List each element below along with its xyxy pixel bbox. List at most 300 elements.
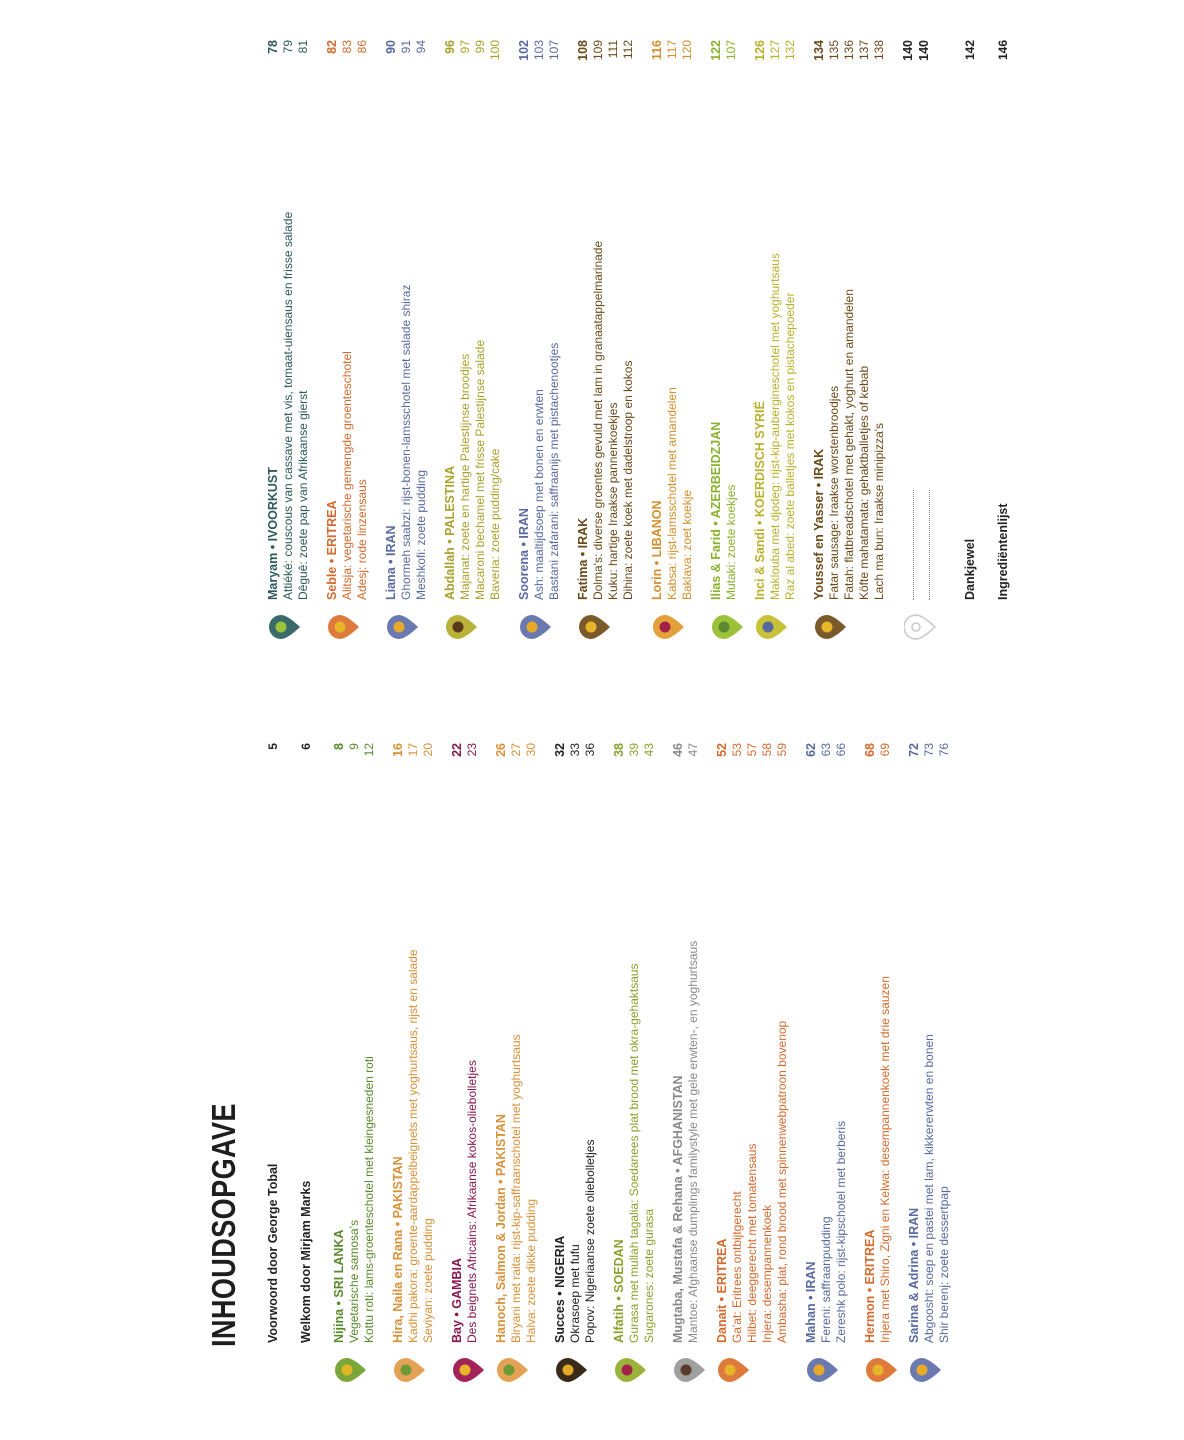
- location-pin-icon: [328, 614, 360, 640]
- country-name: IRAK: [576, 517, 590, 549]
- page-number: 91: [399, 40, 413, 54]
- person-name: Lorin: [650, 568, 664, 600]
- entry-heading: [753, 76, 768, 600]
- separator: •: [715, 1293, 729, 1305]
- page-number: 46: [671, 743, 685, 757]
- location-pin-icon: [335, 1357, 367, 1383]
- recipe-line: [834, 743, 849, 1343]
- recipe-line: [783, 40, 798, 600]
- recipe-title: Kadhi pakora: groente-aardappelbeignets met yoghurtsaus, rijst en salade: [406, 949, 420, 1343]
- recipe-title: Bastani zafarani: saffraanijs met pistachenootjes: [547, 342, 561, 600]
- location-pin-icon: [615, 1357, 647, 1383]
- country-name: PAKISTAN: [391, 1156, 405, 1219]
- toc-left-column: [266, 743, 966, 1383]
- toc-entry-head: [266, 40, 281, 600]
- recipe-line: [872, 40, 887, 600]
- entry-heading: [576, 76, 591, 600]
- page-number: 59: [775, 743, 789, 757]
- country-name: IVOORKUST: [266, 467, 280, 542]
- person-name: Hira, Naila en Rana: [391, 1229, 405, 1343]
- page-number: 6: [299, 743, 313, 750]
- recipe-title: Okrasoep met fufu: [568, 1244, 582, 1343]
- page-number: 140: [917, 40, 931, 61]
- location-pin-icon: [674, 1357, 706, 1383]
- recipe-title: Makloubа met djodeg: rijst-kip-aubergineschotel met yoghurtsaus: [768, 253, 782, 600]
- entry-heading: [391, 779, 406, 1343]
- person-name: Hanoch, Salmon & Jordan: [494, 1187, 508, 1343]
- toc-entry-head: [450, 743, 465, 1343]
- toc-entry: [384, 40, 429, 640]
- recipe-line: [724, 40, 739, 600]
- toc-entry: [450, 743, 480, 1383]
- toc-entry-head: [709, 40, 724, 600]
- toc-entry: [576, 40, 636, 640]
- person-name: Hermon: [863, 1295, 877, 1343]
- page-number: 16: [391, 743, 405, 757]
- toc-entry: [517, 40, 562, 640]
- page-number: 108: [576, 40, 590, 61]
- toc-entry-head: [650, 40, 665, 600]
- country-name: AFGHANISTAN: [671, 1075, 685, 1166]
- recipe-line: [937, 743, 952, 1343]
- recipe-title: Baveria: zoete pudding/cake: [488, 448, 502, 600]
- page-number: 52: [715, 743, 729, 757]
- entry-heading: [384, 76, 399, 600]
- person-name: Seble: [325, 566, 339, 600]
- dotted-line: [901, 76, 917, 600]
- page-number: 53: [730, 743, 744, 757]
- separator: •: [494, 1176, 508, 1188]
- recipe-line: [857, 40, 872, 600]
- page-number: 135: [827, 40, 841, 61]
- entry-heading: [325, 76, 340, 600]
- recipe-line: [730, 743, 745, 1343]
- separator: •: [553, 1287, 567, 1300]
- location-pin-icon: [446, 614, 478, 640]
- page-number: 136: [842, 40, 856, 61]
- entry-heading: [863, 779, 878, 1343]
- recipe-title: Lach ma bun: Iraakse minipizza's: [872, 422, 886, 600]
- recipe-title: Ambasha: plat, rond brood met spinnenwebpatroon bovenop: [775, 1020, 789, 1343]
- page-number: 107: [547, 40, 561, 61]
- entry-heading: [517, 76, 532, 600]
- recipe-line: [627, 743, 642, 1343]
- page-number: 26: [494, 743, 508, 757]
- recipe-title: Abgoosht: soep en pastei met lam, kikkererwten en bonen: [922, 1034, 936, 1343]
- page-number: 57: [745, 743, 759, 757]
- page-number: 78: [266, 40, 280, 54]
- toc-entry: [612, 743, 657, 1383]
- person-name: Mahan: [804, 1303, 818, 1343]
- recipe-line: [406, 743, 421, 1343]
- toc-entry-head: [494, 743, 509, 1343]
- page-number: 120: [680, 40, 694, 61]
- toc-entry-head: [812, 40, 827, 600]
- country-name: IRAN: [517, 508, 531, 539]
- recipe-line: [745, 743, 760, 1343]
- toc-entry-head: [384, 40, 399, 600]
- recipe-line: [842, 40, 857, 600]
- separator: •: [266, 541, 280, 553]
- recipe-line: [775, 743, 790, 1343]
- recipe-title: Baklava: zoet koekje: [680, 489, 694, 600]
- page-number: 100: [488, 40, 502, 61]
- toc-entry: [553, 743, 598, 1383]
- page-number: 43: [642, 743, 656, 757]
- country-name: ERITREA: [325, 500, 339, 556]
- entry-heading: [709, 76, 724, 600]
- recipe-title: Ghormeh saabzi: rijst-bonen-lamsschotel met salade shiraz: [399, 284, 413, 600]
- toc-entry: [266, 40, 311, 640]
- recipe-title: Des beignets Africains: Afrikaanse kokos-oliebolletjes: [465, 1060, 479, 1343]
- entry-heading: [804, 779, 819, 1343]
- recipe-title: Vegetarische samosa's: [347, 1219, 361, 1343]
- page-number: 39: [627, 743, 641, 757]
- toc-entry-head: [391, 743, 406, 1343]
- separator: •: [576, 548, 590, 560]
- recipe-line: [414, 40, 429, 600]
- toc-heading: Ingrediëntenlijst: [996, 503, 1010, 600]
- toc-entry: [332, 743, 377, 1383]
- separator: •: [709, 518, 723, 530]
- location-pin-icon: [653, 614, 685, 640]
- toc-entry-head: [332, 743, 347, 1343]
- toc-heading: Voorwoord door George Tobal: [266, 1163, 280, 1343]
- separator: •: [443, 535, 457, 548]
- entry-heading: [450, 779, 465, 1343]
- separator: •: [612, 1292, 626, 1305]
- recipe-title: Mantoe: Afghaanse dumplings familystyle met gele erwten-, en yoghurtsaus: [686, 940, 700, 1343]
- recipe-title: Fatah: flatbreadschotel met gehakt, yoghurt en amandelen: [842, 289, 856, 600]
- entry-heading: [332, 779, 347, 1343]
- toc-entry-head: [517, 40, 532, 600]
- recipe-line: [340, 40, 355, 600]
- recipe-title: Dihina: zoete koek met dadelstroop en kokos: [621, 360, 635, 600]
- toc-entry: [996, 40, 1011, 640]
- person-name: Youssef en Yasser: [812, 490, 826, 600]
- toc-right-column: [266, 40, 1029, 640]
- person-name: Nijina: [332, 1308, 346, 1343]
- person-name: Maryam: [266, 552, 280, 600]
- page-number: 8: [332, 743, 346, 750]
- toc-entry: [804, 743, 849, 1383]
- recipe-line: [922, 743, 937, 1343]
- recipe-title: Shir berenj: zoete dessertpap: [937, 1186, 951, 1343]
- country-name: GAMBIA: [450, 1258, 464, 1309]
- recipe-title: Hilbet: deeggerecht met tomatensaus: [745, 1143, 759, 1343]
- toc-entry: [325, 40, 370, 640]
- toc-entry: [391, 743, 436, 1383]
- toc-heading-row: [266, 743, 281, 1343]
- toc-entry: [443, 40, 503, 640]
- recipe-title: Fatar sausage: Iraakse worstenbroodjes: [827, 385, 841, 600]
- recipe-line: [680, 40, 695, 600]
- toc-entry-head: [443, 40, 458, 600]
- page-number: 73: [922, 743, 936, 757]
- separator: •: [671, 1165, 685, 1177]
- separator: •: [863, 1284, 877, 1296]
- page-number: 9: [347, 743, 361, 750]
- recipe-line: [362, 743, 377, 1343]
- page-number: 81: [296, 40, 310, 54]
- separator: •: [812, 479, 826, 491]
- toc-entry: [671, 743, 701, 1383]
- entry-heading: [812, 76, 827, 600]
- page-number: 127: [768, 40, 782, 61]
- entry-heading: [612, 779, 627, 1343]
- location-pin-icon: [453, 1357, 485, 1383]
- page-number: 38: [612, 743, 626, 757]
- toc-heading: Welkom door Mirjam Marks: [299, 1180, 313, 1343]
- separator: •: [450, 1308, 464, 1321]
- toc-entry-head: [553, 743, 568, 1343]
- toc-entry-head: [612, 743, 627, 1343]
- entry-heading: [715, 779, 730, 1343]
- toc-entry: [963, 40, 978, 640]
- country-name: IRAN: [907, 1207, 921, 1239]
- page-number: 117: [665, 40, 679, 60]
- recipe-line: [606, 40, 621, 600]
- country-name: ERITREA: [863, 1229, 877, 1285]
- person-name: Succes: [553, 1299, 567, 1343]
- recipe-line: [399, 40, 414, 600]
- page-number: 27: [509, 743, 523, 757]
- toc-heading: Dankjewel: [963, 538, 977, 600]
- recipe-title: Adesj: rode linzensaus: [355, 479, 369, 600]
- page-number: 97: [458, 40, 472, 54]
- entry-heading: [553, 779, 568, 1343]
- toc-entry: [753, 40, 798, 640]
- country-name: IRAK: [812, 448, 826, 480]
- recipe-title: Köfte mahatamata: gehaktballetjes of kebab: [857, 365, 871, 600]
- person-name: Fatima: [576, 559, 590, 600]
- toc-entry: [709, 40, 739, 640]
- recipe-line: [878, 743, 893, 1343]
- toc-entry: [901, 40, 933, 640]
- recipe-title: Mutaki: zoete koekjes: [724, 484, 738, 600]
- page-number: 36: [583, 743, 597, 757]
- toc-entry: [494, 743, 539, 1383]
- person-name: Abdallah: [443, 547, 457, 600]
- page-number: 63: [819, 743, 833, 757]
- page-number: 47: [686, 743, 700, 757]
- recipe-line: [532, 40, 547, 600]
- country-name: KOERDISCH SYRIË: [753, 401, 767, 518]
- recipe-title: Majanat: zoete en hartige Palestijnse broodjes: [458, 353, 472, 600]
- page-number: 82: [325, 40, 339, 54]
- page-number: 96: [443, 40, 457, 54]
- entry-heading: [266, 76, 281, 600]
- page-number: 111: [606, 40, 620, 59]
- page-number: 5: [266, 743, 280, 750]
- country-name: IRAN: [804, 1261, 818, 1293]
- page-number: 90: [384, 40, 398, 54]
- location-pin-icon: [387, 614, 419, 640]
- person-name: Bay: [450, 1320, 464, 1343]
- country-name: SRI LANKA: [332, 1229, 346, 1298]
- country-name: PALESTINA: [443, 465, 457, 536]
- recipe-title: Macaroni bechamel met frisse Palestijnse salade: [473, 339, 487, 600]
- location-pin-icon: [756, 614, 788, 640]
- person-name: Ilias & Farid: [709, 529, 723, 600]
- separator: •: [517, 538, 531, 550]
- location-pin-icon: [910, 1357, 942, 1383]
- recipe-line: [473, 40, 488, 600]
- dots: [901, 490, 914, 600]
- page-number: 112: [621, 40, 635, 60]
- toc-entry: [266, 743, 281, 1383]
- recipe-line: [819, 743, 834, 1343]
- page-number: 137: [857, 40, 871, 61]
- toc-entry-head: [753, 40, 768, 600]
- location-pin-icon: [579, 614, 611, 640]
- person-name: Liana: [384, 567, 398, 600]
- recipe-title: Alitsja: vegetarische gemengde groenteschotel: [340, 351, 354, 600]
- page-number: 146: [996, 40, 1010, 61]
- page-number: 12: [362, 743, 376, 757]
- person-name: Danait: [715, 1304, 729, 1343]
- location-pin-icon: [497, 1357, 529, 1383]
- separator: •: [907, 1238, 921, 1250]
- entry-heading: [671, 779, 686, 1343]
- recipe-line: [524, 743, 539, 1343]
- person-name: Mugtaba, Mustafa & Rehana: [671, 1176, 685, 1343]
- page-number: 76: [937, 743, 951, 757]
- recipe-line: [421, 743, 436, 1343]
- person-name: Inci & Sandi: [753, 528, 767, 600]
- recipe-title: Dêguê: zoete pap van Afrikaanse gierst: [296, 390, 310, 600]
- page-number: 72: [907, 743, 921, 757]
- location-pin-icon: [807, 1357, 839, 1383]
- toc-entry: [907, 743, 952, 1383]
- toc-entry: [812, 40, 887, 640]
- recipe-line: [568, 743, 583, 1343]
- recipe-line: [583, 743, 598, 1343]
- page-number: 122: [709, 40, 723, 61]
- page-number: 23: [465, 743, 479, 757]
- entry-heading: [494, 779, 509, 1343]
- page-number: 32: [553, 743, 567, 757]
- toc-entry: [299, 743, 314, 1383]
- recipe-title: Halva: zoete dikke pudding: [524, 1198, 538, 1343]
- page-number: 126: [753, 40, 767, 61]
- recipe-line: [591, 40, 606, 600]
- person-name: Sarina & Adrina: [907, 1249, 921, 1343]
- page-number: 17: [406, 743, 420, 757]
- location-pin-icon: [904, 614, 936, 640]
- country-name: ERITREA: [715, 1238, 729, 1294]
- page-number: 58: [760, 743, 774, 757]
- country-name: PAKISTAN: [494, 1114, 508, 1177]
- recipe-line: [458, 40, 473, 600]
- separator: •: [650, 557, 664, 569]
- toc-entry: [650, 40, 695, 640]
- page-number: 102: [517, 40, 531, 61]
- page-number: 116: [650, 40, 664, 61]
- recipe-title: Zereshk polo: rijst-kipschotel met berberis: [834, 1120, 848, 1343]
- toc-entry-head: [804, 743, 819, 1343]
- toc-entry-head: [325, 40, 340, 600]
- page-number: 68: [863, 743, 877, 757]
- entry-heading: [443, 76, 458, 600]
- recipe-line: [760, 743, 775, 1343]
- recipe-title: Kabsa: rijst-lamsschotel met amandelen: [665, 387, 679, 600]
- recipe-line: [347, 743, 362, 1343]
- recipe-line: [686, 743, 701, 1343]
- page-number: 69: [878, 743, 892, 757]
- recipe-title: Popov: Nigeriaanse zoete oliebolletjes: [583, 1139, 597, 1343]
- recipe-title: Fereni: saffraanpudding: [819, 1216, 833, 1343]
- person-name: Soorena: [517, 549, 531, 600]
- recipe-title: Biryani met raita: rijst-kip-saffraanschotel met yoghurtsaus: [509, 1034, 523, 1343]
- country-name: NIGERIA: [553, 1235, 567, 1288]
- page-number: 86: [355, 40, 369, 54]
- dotted-line: [917, 76, 933, 600]
- toc-entry-head: [863, 743, 878, 1343]
- page-number: 138: [872, 40, 886, 61]
- toc-entry-head: [576, 40, 591, 600]
- country-name: IRAN: [384, 525, 398, 557]
- toc-blank-row: [917, 40, 933, 600]
- toc-entry: [863, 743, 893, 1383]
- toc-entry-head: [907, 743, 922, 1343]
- dots: [917, 490, 930, 600]
- page-number: 22: [450, 743, 464, 757]
- recipe-title: Injera: desempannenkoek: [760, 1204, 774, 1343]
- recipe-title: Meshkofi: zoete pudding: [414, 469, 428, 600]
- location-pin-icon: [718, 1357, 750, 1383]
- location-pin-icon: [815, 614, 847, 640]
- page-number: 109: [591, 40, 605, 61]
- recipe-line: [768, 40, 783, 600]
- country-name: SOEDAN: [612, 1239, 626, 1293]
- recipe-title: Attiéké: couscous van cassave met vis, tomaat-uiensaus en frisse salade: [281, 211, 295, 600]
- location-pin-icon: [712, 614, 744, 640]
- separator: •: [384, 556, 398, 568]
- recipe-line: [547, 40, 562, 600]
- country-name: LIBANON: [650, 500, 664, 558]
- recipe-line: [281, 40, 296, 600]
- page-number: 132: [783, 40, 797, 61]
- recipe-line: [642, 743, 657, 1343]
- page-number: 107: [724, 40, 738, 61]
- entry-heading: [907, 779, 922, 1343]
- recipe-line: [296, 40, 311, 600]
- recipe-line: [509, 743, 524, 1343]
- recipe-title: Sugarones: zoete gurasa: [642, 1208, 656, 1343]
- toc-blank-row: [901, 40, 917, 600]
- recipe-title: Kottu roti: lams-groenteschotel met kleingesneden roti: [362, 1056, 376, 1343]
- separator: •: [804, 1292, 818, 1304]
- page-number: 142: [963, 40, 977, 61]
- location-pin-icon: [866, 1357, 898, 1383]
- recipe-line: [488, 40, 503, 600]
- location-pin-icon: [520, 614, 552, 640]
- recipe-line: [465, 743, 480, 1343]
- location-pin-icon: [394, 1357, 426, 1383]
- page-number: 30: [524, 743, 538, 757]
- entry-heading: [650, 76, 665, 600]
- page-number: 103: [532, 40, 546, 61]
- page-number: 79: [281, 40, 295, 54]
- recipe-line: [621, 40, 636, 600]
- recipe-title: Injera met Shiro, Zigni en Kelwa: desempannenkoek met drie sauzen: [878, 976, 892, 1343]
- page-number: 66: [834, 743, 848, 757]
- country-name: AZERBEIDZJAN: [709, 421, 723, 519]
- recipe-title: Seviyan: zoete pudding: [421, 1218, 435, 1343]
- page-number: 140: [901, 40, 915, 61]
- toc-heading-row: [963, 40, 978, 600]
